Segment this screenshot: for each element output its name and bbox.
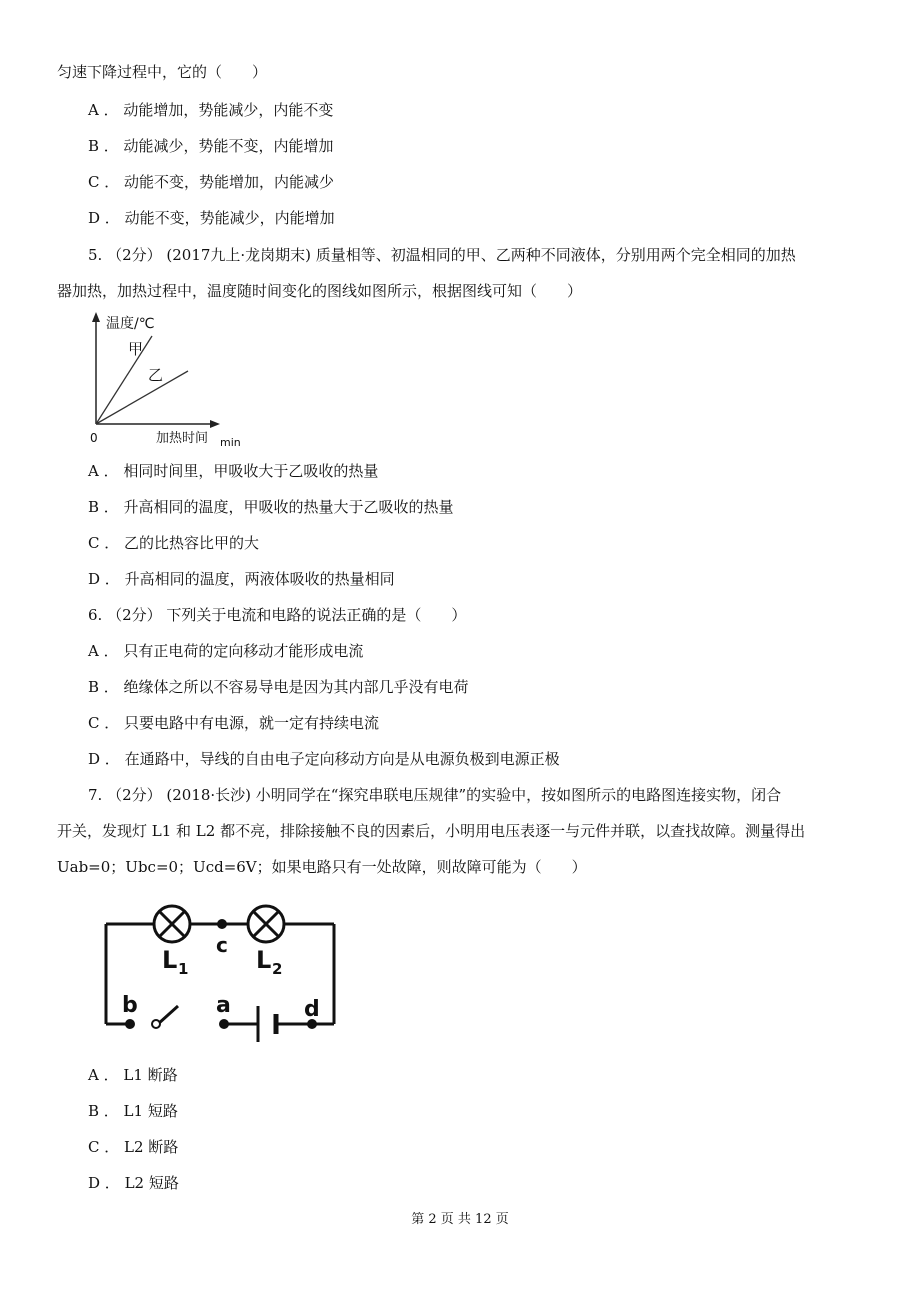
lamp-l2-label: L bbox=[256, 946, 272, 974]
y-axis-label: 温度/℃ bbox=[106, 316, 155, 332]
x-axis-unit: min bbox=[220, 436, 241, 448]
q6-option-d: D ． 在通路中，导线的自由电子定向移动方向是从电源负极到电源正极 bbox=[88, 750, 560, 768]
q5-stem-line1: 5. （2分） (2017九上·龙岗期末) 质量相等、初温相同的甲、乙两种不同液体，分别用两个完全相同的加热 bbox=[88, 246, 796, 264]
y-axis-arrow bbox=[92, 312, 100, 322]
line-jia bbox=[96, 336, 152, 424]
line-yi bbox=[96, 371, 188, 424]
node-d-label: d bbox=[304, 997, 320, 1022]
node-a-label: a bbox=[216, 993, 231, 1018]
node-a-dot bbox=[219, 1019, 229, 1029]
lamp-l1-subscript: 1 bbox=[178, 960, 189, 978]
lamp-l1-label: L bbox=[162, 946, 178, 974]
q7-stem-line2: 开关，发现灯 L1 和 L2 都不亮，排除接触不良的因素后，小明用电压表逐一与元件并联，以查找故障。测量得出 bbox=[57, 822, 806, 840]
q5-option-a: A ． 相同时间里，甲吸收大于乙吸收的热量 bbox=[88, 462, 379, 480]
node-b-dot bbox=[125, 1019, 135, 1029]
q4-option-d: D ． 动能不变，势能减少，内能增加 bbox=[88, 209, 335, 227]
line-jia-label: 甲 bbox=[128, 340, 144, 358]
q5-option-d: D ． 升高相同的温度，两液体吸收的热量相同 bbox=[88, 570, 395, 588]
q6-option-c: C ． 只要电路中有电源，就一定有持续电流 bbox=[88, 714, 380, 732]
lamp-l1 bbox=[154, 906, 190, 942]
temperature-time-graph bbox=[84, 308, 259, 448]
node-b-label: b bbox=[122, 993, 138, 1018]
battery bbox=[258, 1006, 276, 1042]
q6-stem: 6. （2分） 下列关于电流和电路的说法正确的是（ ） bbox=[88, 606, 467, 624]
q4-stem-tail: 匀速下降过程中，它的（ ） bbox=[57, 63, 268, 81]
q6-option-b: B ． 绝缘体之所以不容易导电是因为其内部几乎没有电荷 bbox=[88, 678, 469, 696]
line-yi-label: 乙 bbox=[148, 366, 164, 384]
switch-contact bbox=[152, 1020, 160, 1028]
q4-option-a: A ． 动能增加，势能减少，内能不变 bbox=[88, 101, 334, 119]
q7-stem-line3: Uab=0；Ubc=0；Ucd=6V；如果电路只有一处故障，则故障可能为（ ） bbox=[57, 858, 587, 876]
x-axis-label: 加热时间 bbox=[156, 431, 209, 446]
q7-option-b: B ． L1 短路 bbox=[88, 1102, 178, 1120]
q5-option-c: C ． 乙的比热容比甲的大 bbox=[88, 534, 260, 552]
q7-stem-line1: 7. （2分） (2018·长沙) 小明同学在“探究串联电压规律”的实验中，按如图所示的电路图连接实物，闭合 bbox=[88, 786, 782, 804]
lamp-l2-subscript: 2 bbox=[272, 960, 283, 978]
q5-option-b: B ． 升高相同的温度，甲吸收的热量大于乙吸收的热量 bbox=[88, 498, 454, 516]
q7-option-d: D ． L2 短路 bbox=[88, 1174, 179, 1192]
q4-option-b: B ． 动能减少，势能不变，内能增加 bbox=[88, 137, 334, 155]
q7-option-c: C ． L2 断路 bbox=[88, 1138, 179, 1156]
q6-option-a: A ． 只有正电荷的定向移动才能形成电流 bbox=[88, 642, 364, 660]
node-c-dot bbox=[217, 919, 227, 929]
node-c-label: c bbox=[216, 933, 228, 957]
x-axis-arrow bbox=[210, 420, 220, 428]
q7-option-a: A ． L1 断路 bbox=[88, 1066, 178, 1084]
q5-stem-line2: 器加热，加热过程中，温度随时间变化的图线如图所示，根据图线可知（ ） bbox=[57, 282, 583, 300]
page-footer: 第 2 页 共 12 页 bbox=[411, 1212, 509, 1227]
lamp-l2 bbox=[248, 906, 284, 942]
origin-label: 0 bbox=[90, 431, 98, 445]
circuit-diagram bbox=[96, 894, 346, 1054]
q4-option-c: C ． 动能不变，势能增加，内能减少 bbox=[88, 173, 335, 191]
